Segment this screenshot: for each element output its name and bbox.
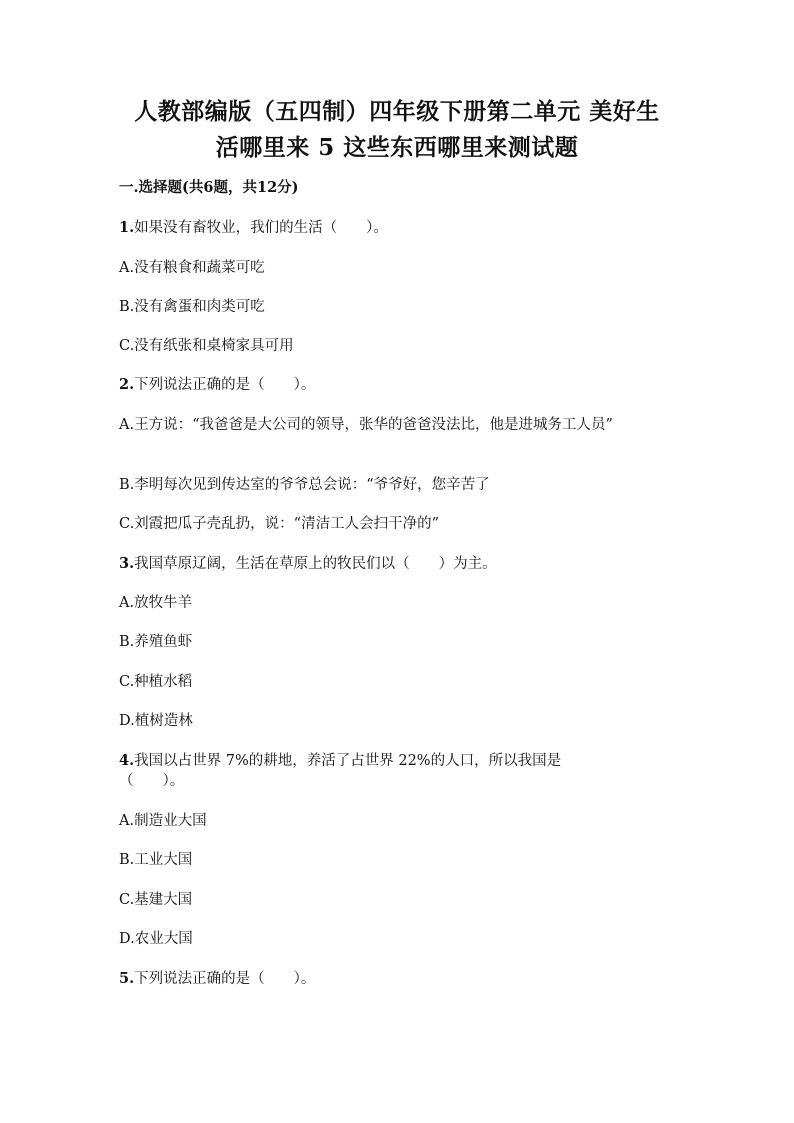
title-line-2: 活哪里来 5 这些东西哪里来测试题 [215, 134, 579, 161]
document-title [100, 94, 694, 166]
question-2 [119, 375, 679, 395]
question-3-option-d: D.植树造林 [119, 713, 193, 729]
question-3 [119, 554, 679, 574]
question-2-option-b: B.李明每次见到传达室的爷爷总会说：“爷爷好，您辛苦了 [119, 477, 490, 493]
question-text: 我国草原辽阔，生活在草原上的牧民们以（ ）为主。 [134, 556, 497, 572]
question-text: 如果没有畜牧业，我们的生活（ ）。 [134, 220, 388, 236]
question-number: 4. [119, 752, 135, 769]
question-text: 下列说法正确的是（ ）。 [134, 971, 316, 987]
question-2-option-c: C.刘霞把瓜子壳乱扔，说：“清洁工人会扫干净的” [119, 516, 440, 532]
title-line-1: 人教部编版（五四制）四年级下册第二单元 美好生 [134, 98, 660, 125]
question-number: 2. [119, 376, 135, 393]
question-3-option-a: A.放牧牛羊 [119, 595, 193, 611]
question-4-option-b: B.工业大国 [119, 852, 193, 868]
question-number: 3. [119, 555, 135, 572]
question-text: 我国以占世界 7%的耕地，养活了占世界 22%的人口，所以我国是（ ）。 [119, 753, 562, 789]
question-3-option-c: C.种植水稻 [119, 674, 193, 690]
question-1-option-a: A.没有粮食和蔬菜可吃 [119, 260, 265, 276]
question-4-option-d: D.农业大国 [119, 931, 193, 947]
question-4-option-a: A.制造业大国 [119, 813, 207, 829]
question-1-option-b: B.没有禽蛋和肉类可吃 [119, 299, 265, 315]
question-number: 1. [119, 219, 135, 236]
question-text: 下列说法正确的是（ ）。 [134, 377, 316, 393]
question-4-option-c: C.基建大国 [119, 892, 193, 908]
question-number: 5. [119, 970, 135, 987]
question-1 [119, 218, 679, 238]
question-2-option-a: A.王方说：“我爸爸是大公司的领导，张华的爸爸没法比，他是进城务工人员” [119, 417, 613, 433]
question-1-option-c: C.没有纸张和桌椅家具可用 [119, 338, 294, 354]
question-5 [119, 969, 679, 989]
question-3-option-b: B.养殖鱼虾 [119, 634, 193, 650]
question-4 [119, 751, 589, 791]
section-heading: 一.选择题(共6题，共12分) [119, 179, 299, 196]
